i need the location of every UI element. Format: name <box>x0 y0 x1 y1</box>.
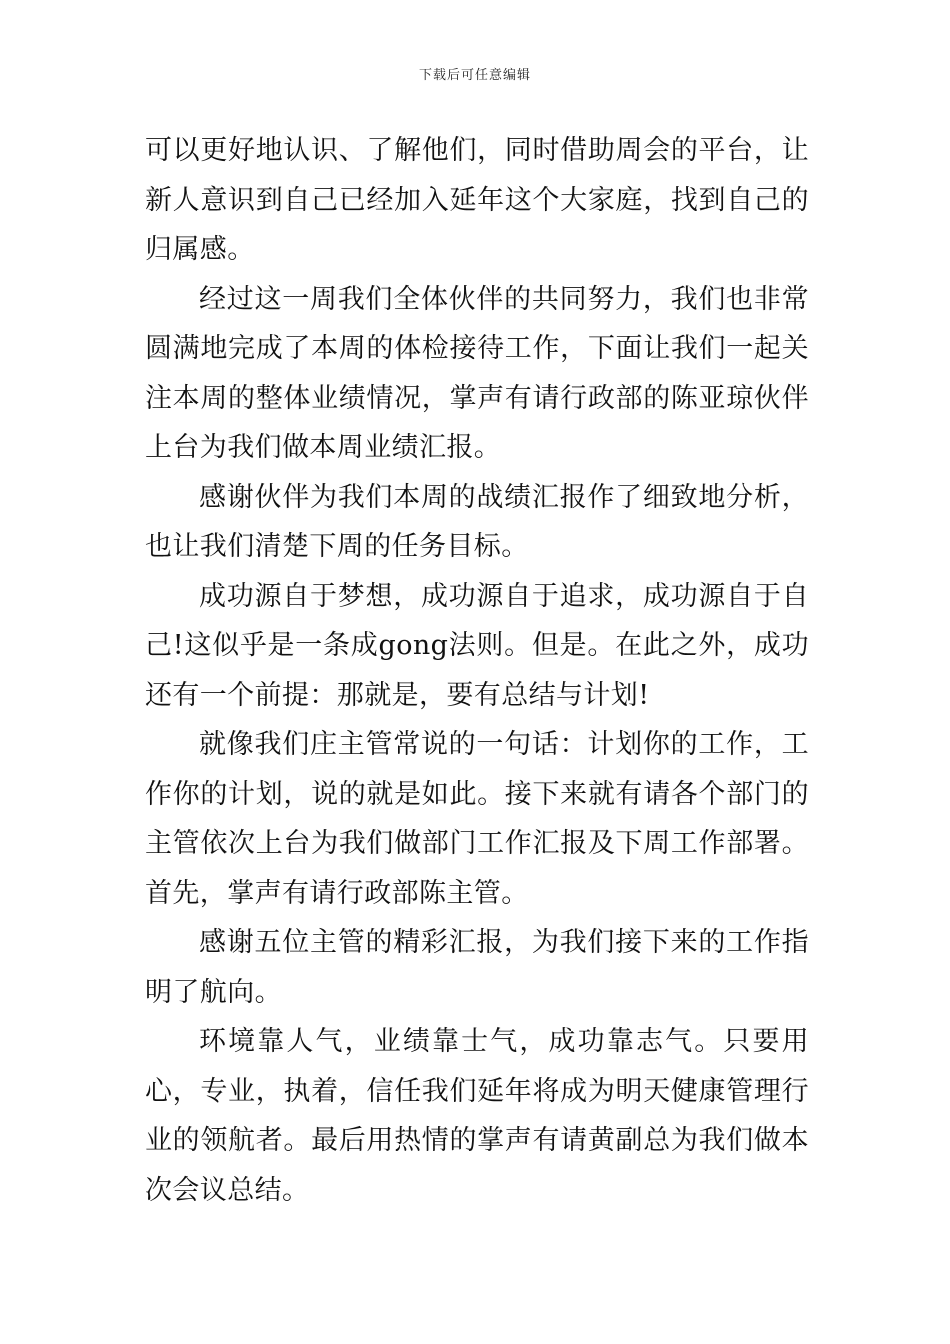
paragraph-1: 可以更好地认识、了解他们，同时借助周会的平台，让新人意识到自己已经加入延年这个大家庭，找到自己的归属感。 <box>145 135 809 265</box>
paragraph-7: 环境靠人气，业绩靠士气，成功靠志气。只要用心，专业，执着，信任我们延年将成为明天健康管理行业的领航者。最后用热情的掌声有请黄副总为我们做本次会议总结。 <box>145 1026 809 1206</box>
paragraph-2: 经过这一周我们全体伙伴的共同努力，我们也非常圆满地完成了本周的体检接待工作，下面让我们一起关注本周的整体业绩情况，掌声有请行政部的陈亚琼伙伴上台为我们做本周业绩汇报。 <box>145 283 809 463</box>
paragraph-6: 感谢五位主管的精彩汇报，为我们接下来的工作指明了航向。 <box>145 927 809 1008</box>
paragraph-4: 成功源自于梦想，成功源自于追求，成功源自于自己!这似乎是一条成gong法则。但是。在此之外，成功还有一个前提：那就是，要有总结与计划! <box>145 580 809 711</box>
paragraph-5: 就像我们庄主管常说的一句话：计划你的工作，工作你的计划，说的就是如此。接下来就有请各个部门的主管依次上台为我们做部门工作汇报及下周工作部署。首先，掌声有请行政部陈主管。 <box>145 729 809 909</box>
paragraph-3: 感谢伙伴为我们本周的战绩汇报作了细致地分析，也让我们清楚下周的任务目标。 <box>145 481 809 562</box>
page-header: 下载后可任意编辑 <box>418 68 531 83</box>
document-body <box>145 126 809 1215</box>
